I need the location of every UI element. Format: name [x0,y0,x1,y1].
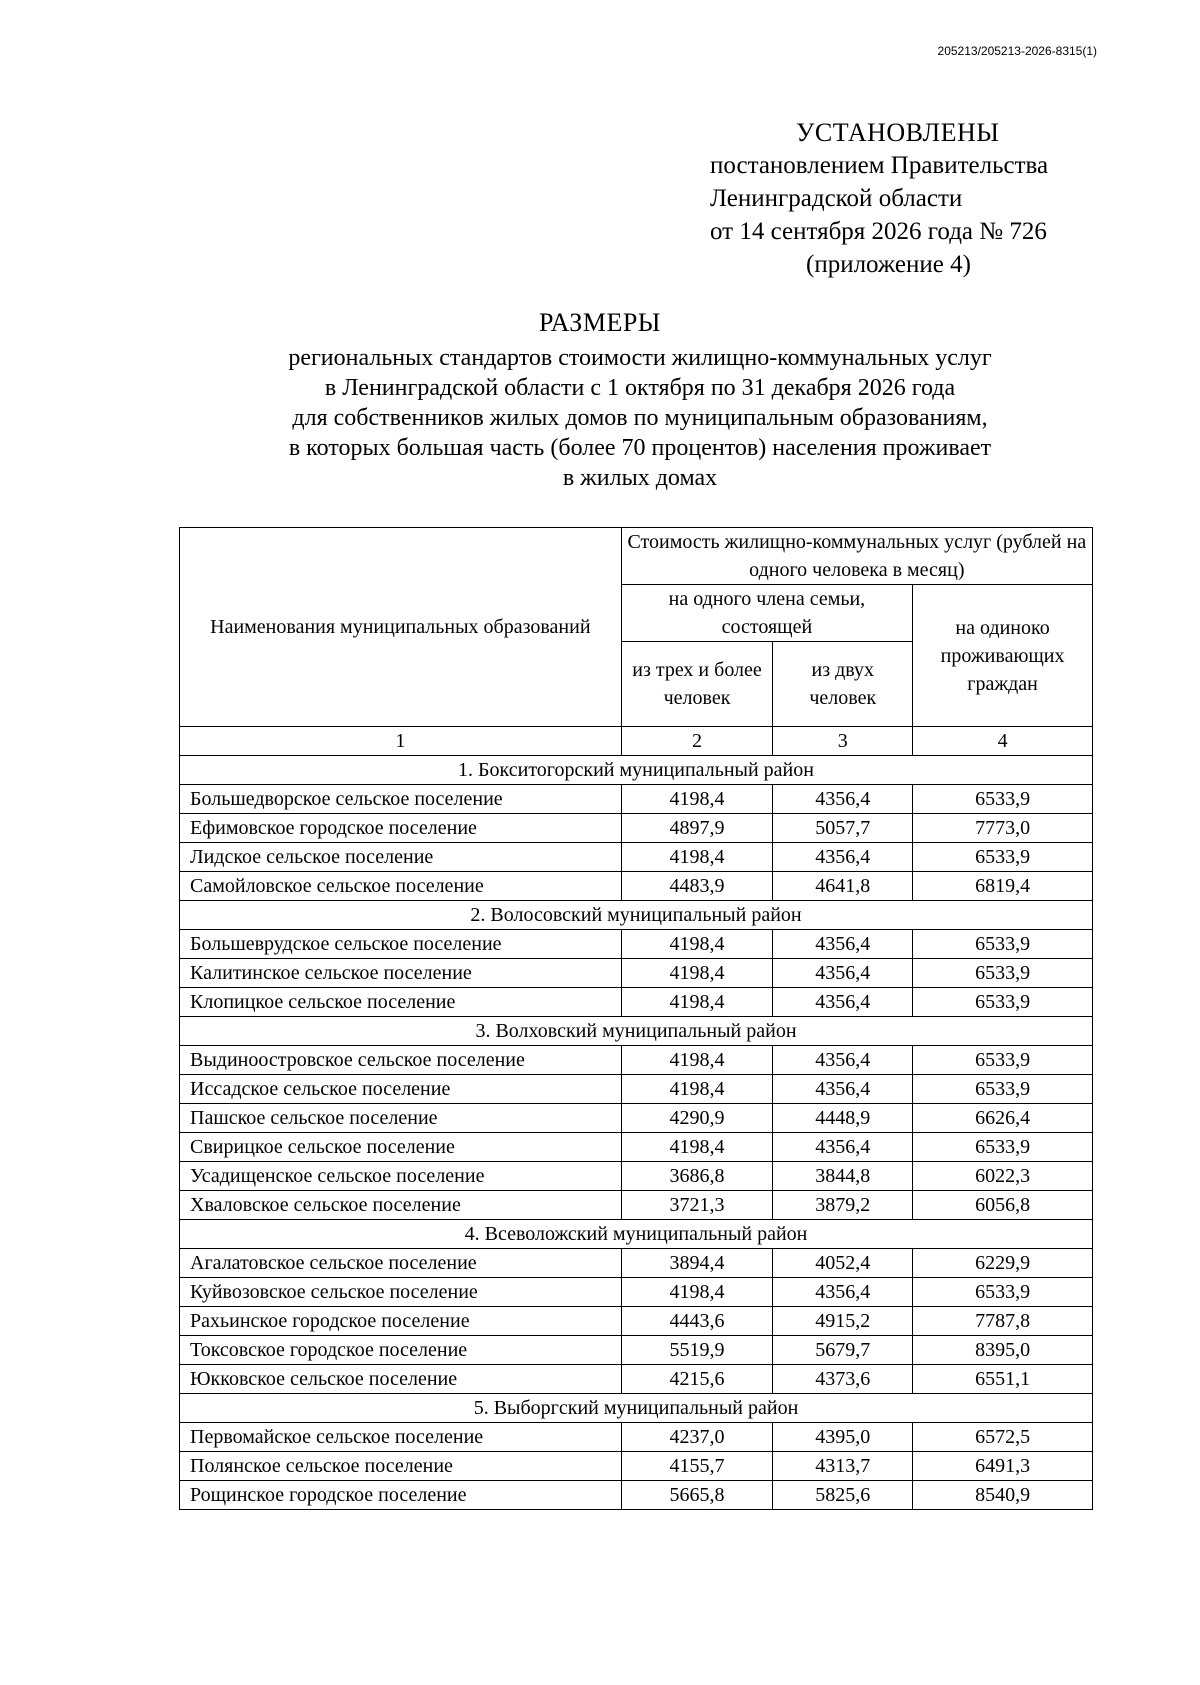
value-three-plus: 4215,6 [621,1365,773,1394]
subtitle-line-1: региональных стандартов стоимости жилищно-коммунальных услуг [288,345,992,371]
value-two: 5825,6 [773,1481,913,1510]
value-two: 4356,4 [773,930,913,959]
municipality-name: Агалатовское сельское поселение [180,1249,622,1278]
value-three-plus: 3721,3 [621,1191,773,1220]
municipality-name: Свирицкое сельское поселение [180,1133,622,1162]
value-three-plus: 4198,4 [621,843,773,872]
municipality-name: Хваловское сельское поселение [180,1191,622,1220]
table-row [180,1481,1093,1510]
value-two: 4356,4 [773,988,913,1017]
value-three-plus: 4155,7 [621,1452,773,1481]
section-title: 4. Всеволожский муниципальный район [180,1220,1093,1249]
section-title: 2. Волосовский муниципальный район [180,901,1093,930]
value-two: 4356,4 [773,843,913,872]
municipality-name: Токсовское городское поселение [180,1336,622,1365]
table-row [180,988,1093,1017]
column-number: 3 [773,727,913,756]
value-two: 4356,4 [773,1046,913,1075]
municipality-name: Выдиноостровское сельское поселение [180,1046,622,1075]
column-number: 1 [180,727,622,756]
value-three-plus: 3686,8 [621,1162,773,1191]
section-title: 1. Бокситогорский муниципальный район [180,756,1093,785]
column-number: 2 [621,727,773,756]
value-two: 4356,4 [773,785,913,814]
value-two: 3844,8 [773,1162,913,1191]
subtitle-line-5: в жилых домах [562,465,718,491]
value-single: 6533,9 [913,843,1093,872]
value-three-plus: 4198,4 [621,1075,773,1104]
value-two: 4448,9 [773,1104,913,1133]
table-row [180,959,1093,988]
section-row [180,756,1093,785]
value-single: 6626,4 [913,1104,1093,1133]
cost-standards-table [179,527,1093,1510]
subtitle-line-4: в которых большая часть (более 70 процентов) населения проживает [288,435,992,461]
value-two: 4313,7 [773,1452,913,1481]
table-row [180,1423,1093,1452]
table-row [180,814,1093,843]
table-row [180,1104,1093,1133]
value-single: 6533,9 [913,988,1093,1017]
value-three-plus: 4198,4 [621,959,773,988]
subtitle-line-2: в Ленинградской области с 1 октября по 31 декабря 2026 года [324,375,956,401]
table-row [180,1307,1093,1336]
value-three-plus: 3894,4 [621,1249,773,1278]
value-single: 6056,8 [913,1191,1093,1220]
value-single: 6533,9 [913,959,1093,988]
header-three-plus: из трех и более человек [621,642,773,727]
municipality-name: Ефимовское городское поселение [180,814,622,843]
value-single: 7787,8 [913,1307,1093,1336]
municipality-name: Лидское сельское поселение [180,843,622,872]
section-title: 5. Выборгский муниципальный район [180,1394,1093,1423]
value-three-plus: 5665,8 [621,1481,773,1510]
column-number: 4 [913,727,1093,756]
value-two: 4356,4 [773,1075,913,1104]
table-row [180,1365,1093,1394]
value-single: 6491,3 [913,1452,1093,1481]
value-single: 6533,9 [913,785,1093,814]
municipality-name: Клопицкое сельское поселение [180,988,622,1017]
municipality-name: Пашское сельское поселение [180,1104,622,1133]
municipality-name: Рахьинское городское поселение [180,1307,622,1336]
value-two: 4915,2 [773,1307,913,1336]
value-two: 3879,2 [773,1191,913,1220]
table-row [180,1336,1093,1365]
approval-line-3: от 14 сентября 2026 года № 726 [710,218,1047,245]
document-title: РАЗМЕРЫ [539,308,661,337]
value-two: 4052,4 [773,1249,913,1278]
table-row [180,1278,1093,1307]
header-single: на одиноко проживающих граждан [913,585,1093,727]
value-two: 4373,6 [773,1365,913,1394]
approval-heading: УСТАНОВЛЕНЫ [796,118,1000,147]
value-single: 6022,3 [913,1162,1093,1191]
value-three-plus: 5519,9 [621,1336,773,1365]
value-two: 4356,4 [773,1133,913,1162]
value-three-plus: 4483,9 [621,872,773,901]
value-three-plus: 4198,4 [621,785,773,814]
value-three-plus: 4198,4 [621,1133,773,1162]
table-row [180,1191,1093,1220]
document-id: 205213/205213-2026-8315(1) [937,44,1097,58]
municipality-name: Иссадское сельское поселение [180,1075,622,1104]
municipality-name: Рощинское городское поселение [180,1481,622,1510]
approval-block [710,116,1090,281]
section-row [180,1394,1093,1423]
approval-line-1: постановлением Правительства [710,152,1049,179]
municipality-name: Большедворское сельское поселение [180,785,622,814]
value-single: 6533,9 [913,930,1093,959]
value-three-plus: 4198,4 [621,930,773,959]
municipality-name: Полянское сельское поселение [180,1452,622,1481]
value-two: 4356,4 [773,1278,913,1307]
table-row [180,1162,1093,1191]
value-two: 4395,0 [773,1423,913,1452]
table-row [180,1046,1093,1075]
municipality-name: Юкковское сельское поселение [180,1365,622,1394]
value-single: 6533,9 [913,1075,1093,1104]
subtitle-line-3: для собственников жилых домов по муниципальным образованиям, [292,405,988,431]
municipality-name: Усадищенское сельское поселение [180,1162,622,1191]
municipality-name: Самойловское сельское поселение [180,872,622,901]
table-row [180,1249,1093,1278]
table-row [180,1452,1093,1481]
section-title: 3. Волховский муниципальный район [180,1017,1093,1046]
value-single: 8395,0 [913,1336,1093,1365]
header-names: Наименования муниципальных образований [180,528,622,727]
header-per-member: на одного члена семьи, состоящей [621,585,912,642]
municipality-name: Первомайское сельское поселение [180,1423,622,1452]
municipality-name: Куйвозовское сельское поселение [180,1278,622,1307]
value-single: 6533,9 [913,1278,1093,1307]
approval-line-4: (приложение 4) [806,251,971,278]
value-three-plus: 4198,4 [621,1278,773,1307]
municipality-name: Калитинское сельское поселение [180,959,622,988]
value-two: 5057,7 [773,814,913,843]
value-single: 6551,1 [913,1365,1093,1394]
section-row [180,901,1093,930]
table-row [180,872,1093,901]
approval-line-2: Ленинградской области [710,185,963,212]
value-three-plus: 4198,4 [621,988,773,1017]
document-subtitle [150,343,1130,493]
section-row [180,1017,1093,1046]
value-single: 6229,9 [913,1249,1093,1278]
value-two: 4641,8 [773,872,913,901]
municipality-name: Большеврудское сельское поселение [180,930,622,959]
value-two: 5679,7 [773,1336,913,1365]
value-single: 7773,0 [913,814,1093,843]
value-single: 6572,5 [913,1423,1093,1452]
table-row [180,1133,1093,1162]
table-row [180,1075,1093,1104]
value-three-plus: 4443,6 [621,1307,773,1336]
value-three-plus: 4198,4 [621,1046,773,1075]
section-row [180,1220,1093,1249]
table-row [180,785,1093,814]
table-row [180,930,1093,959]
value-single: 6533,9 [913,1046,1093,1075]
value-single: 6819,4 [913,872,1093,901]
value-single: 6533,9 [913,1133,1093,1162]
table-row [180,843,1093,872]
value-three-plus: 4897,9 [621,814,773,843]
header-two: из двух человек [773,642,913,727]
value-two: 4356,4 [773,959,913,988]
value-single: 8540,9 [913,1481,1093,1510]
header-cost: Стоимость жилищно-коммунальных услуг (рублей на одного человека в месяц) [621,528,1092,585]
value-three-plus: 4290,9 [621,1104,773,1133]
value-three-plus: 4237,0 [621,1423,773,1452]
